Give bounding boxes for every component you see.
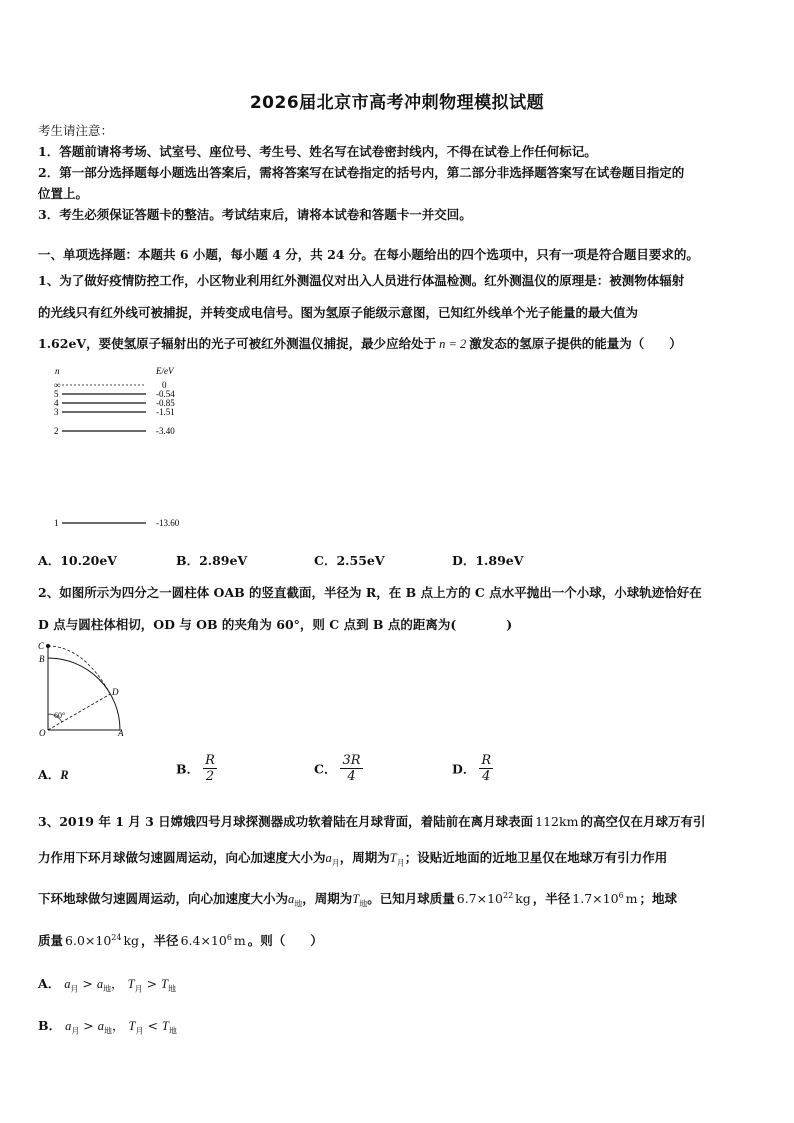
q3-text-line2 [38,848,667,869]
q3-option-a-a2-sub: 地 [103,984,112,994]
q2-text-line2: D 点与圆柱体相切，OD 与 OB 的夹角为 60°，则 C 点到 B 点的距离为( ) [38,617,513,632]
q1-text-line1: 1、为了做好疫情防控工作，小区物业利用红外测温仪对出入人员进行体温检测。红外测温仪的原理是：被测物体辐射 [38,273,685,288]
q3-line3a: 下环地球做匀速圆周运动，向心加速度大小为 [38,891,289,906]
q3-option-a[interactable] [38,974,176,995]
q3-a-moon-sym: a [325,851,332,865]
q2-text-line1: 2、如图所示为四分之一圆柱体 OAB 的竖直截面，半径为 R，在 B 点上方的 C 点水平抛出一个小球，小球轨迹恰好在 [38,585,702,600]
label-a: A [118,728,124,738]
q3-line3i: ；地球 [639,891,678,906]
q3-line2a: 力作用下环月球做匀速圆周运动，向心加速度大小为 [38,850,326,865]
q1-text-line2: 的光线只有红外线可被捕捉，并转变成电信号。图为氢原子能级示意图，已知红外线单个光子能量的最大值为 [38,305,639,320]
q3-line2b: ，周期为 [339,850,390,865]
energy-level-diagram [40,364,200,534]
q3-moon-mass-unit: kg [515,891,531,906]
level-n-inf: ∞ [54,380,61,390]
level-n-4: 4 [54,398,59,408]
q3-option-a-a1: a [64,977,71,991]
page-title: 2026届北京市高考冲刺物理模拟试题 [249,93,545,113]
q3-option-a-sep: ， [111,976,124,991]
q3-earth-radius-exp: 6 [226,932,232,942]
label-d: D [112,687,119,697]
level-e-2: -3.40 [156,426,175,436]
notice-item-2-cont: 位置上。 [38,186,89,201]
q2-option-d[interactable] [452,753,493,784]
q1-option-a[interactable]: A．10.20eV [38,553,117,568]
q2-option-b-label: B． [176,761,200,777]
label-c: C [38,641,45,651]
level-e-1: -13.60 [156,518,180,528]
q3-a-earth-sub: 地 [294,899,303,909]
q2-option-d-den: 4 [482,769,491,784]
q2-option-b-den: 2 [205,769,215,784]
q2-option-c-label: C． [314,761,337,777]
q2-option-b[interactable] [176,753,217,784]
q2-option-c-num: 3R [342,753,361,768]
section-header: 一、单项选择题：本题共 6 小题，每小题 4 分，共 24 分。在每小题给出的四个选项中，只有一项是符合题目要求的。 [38,247,699,262]
q1-n-value: n = 2 [439,337,467,351]
notice-item-1: 1．答题前请将考场、试室号、座位号、考生号、姓名写在试卷密封线内，不得在试卷上作任何标记。 [38,144,597,159]
q3-text-line4 [38,931,323,949]
q3-option-b-t2: T [161,1019,169,1033]
q3-option-a-label: A． [38,976,61,991]
q3-option-b-a2-sub: 地 [104,1026,113,1036]
q3-option-a-a1-sub: 月 [70,984,79,994]
q3-earth-mass-exp: 24 [111,932,122,942]
notice-item-2: 2．第一部分选择题每小题选出答案后，需将答案写在试卷指定的括号内，第二部分非选择题答案写在试卷题目指定的 [38,165,685,180]
q1-text-line3b: 激发态的氢原子提供的能量为（ ） [469,336,682,351]
q3-line1a: 3、2019 年 1 月 3 日嫦娥四号月球探测器成功软着陆在月球背面，着陆前在离月球表面 [38,814,534,829]
q2-option-b-fraction [203,753,217,784]
angle-label: 60° [54,711,66,720]
q2-option-d-num: R [481,753,492,768]
q3-option-b-lt: < [147,1018,158,1033]
q3-option-b-t1: T [128,1019,136,1033]
level-e-3: -1.51 [156,407,175,417]
q3-option-a-a2: a [96,977,104,991]
q2-option-c-fraction [340,753,362,784]
q3-line4d: ，半径 [141,933,179,948]
q3-line3c: 。已知月球质量 [367,891,455,906]
q3-option-b-label: B． [38,1018,62,1033]
q3-option-b-sep: ， [112,1018,125,1033]
q2-option-a-label: A． [38,767,61,782]
q3-line3b: ，周期为 [302,891,353,906]
q3-option-a-t1: T [127,977,135,991]
diagram-e-label: E/eV [156,366,174,376]
q3-option-a-t1-sub: 月 [134,984,143,994]
q1-text-line3a: 1.62eV，要使氢原子辐射出的光子可被红外测温仪捕捉，最少应给处于 [38,336,437,351]
level-e-5: -0.54 [156,389,175,399]
q2-option-c-den: 4 [347,769,356,784]
q3-a-earth-sym: a [288,892,295,906]
q3-option-b-t2-sub: 地 [168,1026,177,1036]
q3-t-earth-sub: 地 [359,899,368,909]
label-b: B [39,654,45,664]
q3-line2c: ；设贴近地面的近地卫星仅在地球万有引力作用 [404,850,668,865]
q3-option-b[interactable] [38,1016,177,1037]
q3-option-b-a1: a [65,1019,72,1033]
q1-option-b[interactable]: B．2.89eV [176,553,248,568]
trajectory-curve [48,646,110,694]
label-o: O [39,728,46,738]
q1-option-c[interactable]: C．2.55eV [314,553,385,568]
q3-a-moon-sub: 月 [331,858,340,868]
level-e-4: -0.85 [156,398,175,408]
q3-text-line3 [38,889,677,910]
q3-line4a: 质量 [38,933,64,948]
q2-option-d-label: D． [452,761,476,777]
q3-option-a-gt2: > [146,976,158,991]
q2-option-a[interactable] [38,765,69,783]
notice-heading: 考生请注意： [38,123,114,138]
q1-text-line3 [38,334,682,352]
q3-text-line1 [38,812,705,830]
q3-line1c: 的高空仅在月球万有引 [580,814,706,829]
q3-option-b-a2: a [97,1019,105,1033]
notice-item-3: 3．考生必须保证答题卡的整洁。考试结束后，请将本试卷和答题卡一并交回。 [38,207,472,222]
q3-option-a-t2: T [161,977,168,991]
q2-option-a-value: R [60,768,69,782]
q3-line3f: ，半径 [532,891,571,906]
q3-t-moon-sub: 月 [396,858,405,868]
q2-option-c[interactable] [314,753,363,784]
q3-moon-mass: 6.7×10 [456,891,504,906]
q3-t-earth-sym: T [352,892,360,906]
level-n-2: 2 [54,426,59,436]
diagram-n-label: n [55,366,60,376]
q3-earth-mass: 6.0×10 [65,933,112,948]
level-n-5: 5 [54,389,59,399]
q2-option-b-num: R [205,753,215,768]
q3-option-a-t2-sub: 地 [168,984,176,994]
level-e-inf: 0 [162,380,167,390]
q3-moon-radius: 1.7×10 [572,891,619,906]
q1-option-d[interactable]: D．1.89eV [452,553,524,568]
q3-moon-radius-exp: 6 [618,890,624,900]
q3-moon-mass-exp: 22 [503,890,514,900]
q3-earth-mass-unit: kg [123,933,140,948]
q3-earth-radius-unit: m [233,933,246,948]
q3-t-moon-sym: T [389,851,397,865]
level-n-1: 1 [54,518,59,528]
q3-option-b-t1-sub: 月 [135,1026,144,1036]
quarter-circle-figure [38,640,138,740]
q3-altitude: 112km [535,814,579,829]
q3-moon-radius-unit: m [625,891,638,906]
q2-option-d-fraction [479,753,493,784]
q3-option-a-gt1: > [82,976,93,991]
q3-option-b-gt: > [83,1018,94,1033]
q3-line4g: 。则（ ） [247,933,323,948]
point-c-dot [46,644,50,648]
q3-earth-radius: 6.4×10 [180,933,227,948]
level-n-3: 3 [54,407,59,417]
q3-option-b-a1-sub: 月 [71,1026,80,1036]
